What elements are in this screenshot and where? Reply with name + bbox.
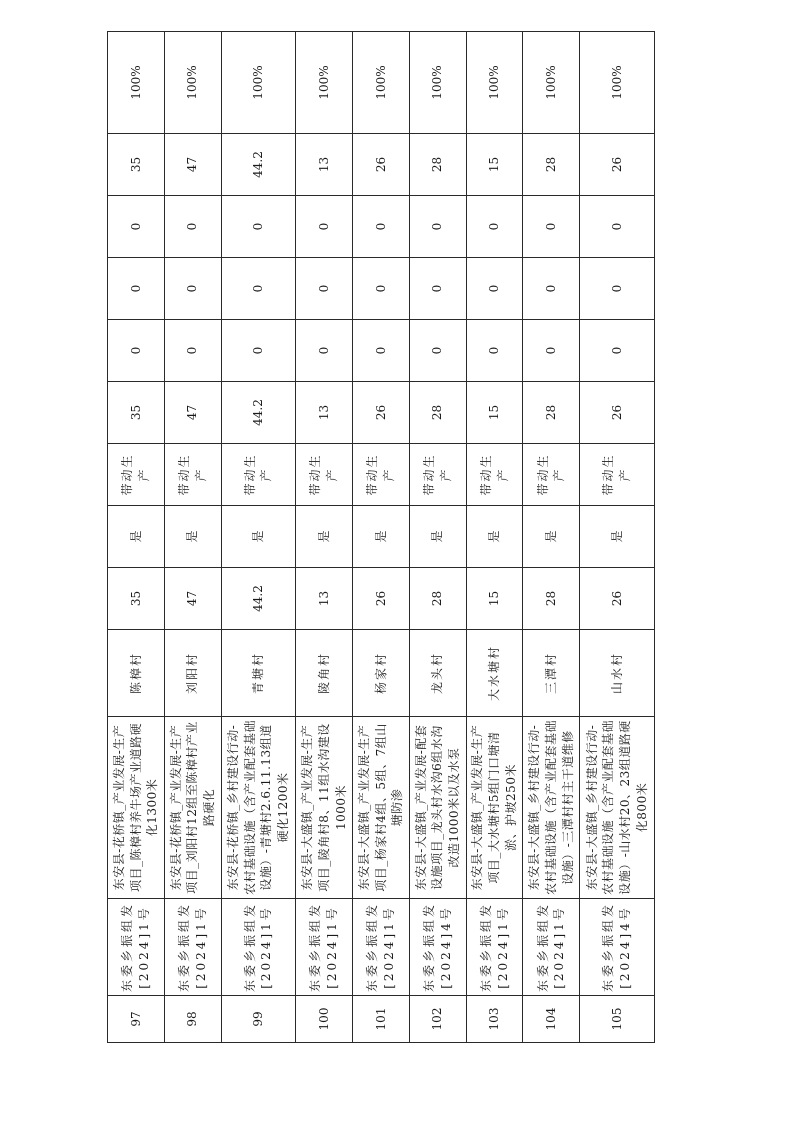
investment-cell: 15 (466, 382, 523, 444)
benefit-type-cell: 带动生产 (353, 444, 410, 506)
investment-cell: 13 (296, 382, 353, 444)
zero-cell-3: 0 (221, 196, 296, 258)
benefit-type-cell: 带动生产 (466, 444, 523, 506)
benefit-type-cell: 带动生产 (108, 444, 165, 506)
completion-rate-cell: 100% (523, 32, 580, 134)
village-cell: 杨家村 (353, 630, 410, 717)
zero-cell-2: 0 (353, 258, 410, 320)
amount-cell: 15 (466, 568, 523, 630)
village-cell: 陈樟村 (108, 630, 165, 717)
completion-rate-cell: 100% (108, 32, 165, 134)
completion-rate-cell: 100% (466, 32, 523, 134)
amount-cell: 47 (164, 568, 221, 630)
row-number-cell: 99 (221, 996, 296, 1043)
flag-cell: 是 (409, 506, 466, 568)
document-number-cell: 东委乡振组发[2024]1号 (108, 899, 165, 996)
project-name-cell: 东安县-大盛镇_产业发展-生产项目_大水塘村5组门口塘清淤、护坡250米 (466, 717, 523, 899)
funds-cell: 26 (353, 134, 410, 196)
zero-cell-1: 0 (108, 320, 165, 382)
amount-cell: 44.2 (221, 568, 296, 630)
completion-rate-cell: 100% (409, 32, 466, 134)
document-number-cell: 东委乡振组发[2024]1号 (523, 899, 580, 996)
village-cell: 龙头村 (409, 630, 466, 717)
zero-cell-2: 0 (409, 258, 466, 320)
table-row (409, 32, 466, 1043)
benefit-type-cell: 带动生产 (409, 444, 466, 506)
table-row (523, 32, 580, 1043)
zero-cell-2: 0 (296, 258, 353, 320)
flag-cell: 是 (108, 506, 165, 568)
benefit-type-cell: 带动生产 (221, 444, 296, 506)
row-number-cell: 101 (353, 996, 410, 1043)
zero-cell-3: 0 (523, 196, 580, 258)
document-number-cell: 东委乡振组发[2024]1号 (466, 899, 523, 996)
zero-cell-1: 0 (580, 320, 655, 382)
flag-cell: 是 (580, 506, 655, 568)
row-number-cell: 105 (580, 996, 655, 1043)
amount-cell: 26 (580, 568, 655, 630)
investment-cell: 44.2 (221, 382, 296, 444)
village-cell: 山水村 (580, 630, 655, 717)
document-number-cell: 东委乡振组发[2024]1号 (353, 899, 410, 996)
document-number-cell: 东委乡振组发[2024]4号 (409, 899, 466, 996)
project-name-cell: 东安县-大盛镇_产业发展-生产项目_杨家村4组、5组、7组山塘防渗 (353, 717, 410, 899)
zero-cell-1: 0 (221, 320, 296, 382)
village-cell: 青塘村 (221, 630, 296, 717)
zero-cell-2: 0 (221, 258, 296, 320)
zero-cell-1: 0 (164, 320, 221, 382)
zero-cell-3: 0 (580, 196, 655, 258)
zero-cell-3: 0 (409, 196, 466, 258)
row-number-cell: 100 (296, 996, 353, 1043)
completion-rate-cell: 100% (296, 32, 353, 134)
investment-cell: 35 (108, 382, 165, 444)
village-cell: 大水塘村 (466, 630, 523, 717)
funds-cell: 44.2 (221, 134, 296, 196)
table-row (466, 32, 523, 1043)
document-number-cell: 东委乡振组发[2024]4号 (580, 899, 655, 996)
table-row (353, 32, 410, 1043)
table-row (221, 32, 296, 1043)
document-number-cell: 东委乡振组发[2024]1号 (164, 899, 221, 996)
project-name-cell: 东安县-花桥镇_乡村建设行动-农村基础设施（含产业配套基础设施）-青塘村2.6.11.13组道硬化1200米 (221, 717, 296, 899)
table-row (108, 32, 165, 1043)
flag-cell: 是 (296, 506, 353, 568)
zero-cell-2: 0 (523, 258, 580, 320)
investment-cell: 26 (353, 382, 410, 444)
amount-cell: 35 (108, 568, 165, 630)
project-name-cell: 东安县-花桥镇_产业发展-生产项目_刘阳村12组至陈樟村产业路硬化 (164, 717, 221, 899)
zero-cell-1: 0 (353, 320, 410, 382)
zero-cell-3: 0 (296, 196, 353, 258)
benefit-type-cell: 带动生产 (164, 444, 221, 506)
zero-cell-1: 0 (466, 320, 523, 382)
funds-cell: 35 (108, 134, 165, 196)
completion-rate-cell: 100% (164, 32, 221, 134)
completion-rate-cell: 100% (221, 32, 296, 134)
benefit-type-cell: 带动生产 (296, 444, 353, 506)
row-number-cell: 103 (466, 996, 523, 1043)
table-row (164, 32, 221, 1043)
funds-cell: 13 (296, 134, 353, 196)
row-number-cell: 102 (409, 996, 466, 1043)
table-row (296, 32, 353, 1043)
village-cell: 陵角村 (296, 630, 353, 717)
completion-rate-cell: 100% (353, 32, 410, 134)
zero-cell-3: 0 (353, 196, 410, 258)
investment-cell: 26 (580, 382, 655, 444)
zero-cell-2: 0 (466, 258, 523, 320)
completion-rate-cell: 100% (580, 32, 655, 134)
funds-cell: 15 (466, 134, 523, 196)
project-name-cell: 东安县-大盛镇_乡村建设行动-农村基础设施（含产业配套基础设施）-山水村20、23组道路硬化800米 (580, 717, 655, 899)
funds-cell: 28 (409, 134, 466, 196)
zero-cell-2: 0 (580, 258, 655, 320)
project-table (107, 31, 655, 1043)
amount-cell: 28 (409, 568, 466, 630)
investment-cell: 28 (523, 382, 580, 444)
benefit-type-cell: 带动生产 (580, 444, 655, 506)
project-name-cell: 东安县-大盛镇_产业发展-生产项目_陵角村8、11组水沟建设1000米 (296, 717, 353, 899)
row-number-cell: 97 (108, 996, 165, 1043)
amount-cell: 26 (353, 568, 410, 630)
amount-cell: 28 (523, 568, 580, 630)
investment-cell: 28 (409, 382, 466, 444)
flag-cell: 是 (523, 506, 580, 568)
project-name-cell: 东安县-花桥镇_产业发展-生产项目_陈樟村养牛场产业道路硬化1300米 (108, 717, 165, 899)
row-number-cell: 104 (523, 996, 580, 1043)
flag-cell: 是 (466, 506, 523, 568)
zero-cell-3: 0 (466, 196, 523, 258)
village-cell: 三潭村 (523, 630, 580, 717)
zero-cell-1: 0 (523, 320, 580, 382)
flag-cell: 是 (221, 506, 296, 568)
document-number-cell: 东委乡振组发[2024]1号 (221, 899, 296, 996)
project-name-cell: 东安县-大盛镇_产业发展-配套设施项目_龙头村水沟6组水沟改造1000米以及水泵 (409, 717, 466, 899)
zero-cell-2: 0 (164, 258, 221, 320)
amount-cell: 13 (296, 568, 353, 630)
investment-cell: 47 (164, 382, 221, 444)
table-row (580, 32, 655, 1043)
village-cell: 刘阳村 (164, 630, 221, 717)
flag-cell: 是 (353, 506, 410, 568)
flag-cell: 是 (164, 506, 221, 568)
zero-cell-1: 0 (296, 320, 353, 382)
project-name-cell: 东安县-大盛镇_乡村建设行动-农村基础设施（含产业配套基础设施）-三潭村村主干道维修 (523, 717, 580, 899)
funds-cell: 28 (523, 134, 580, 196)
zero-cell-3: 0 (108, 196, 165, 258)
zero-cell-2: 0 (108, 258, 165, 320)
zero-cell-3: 0 (164, 196, 221, 258)
funds-cell: 26 (580, 134, 655, 196)
benefit-type-cell: 带动生产 (523, 444, 580, 506)
row-number-cell: 98 (164, 996, 221, 1043)
zero-cell-1: 0 (409, 320, 466, 382)
document-number-cell: 东委乡振组发[2024]1号 (296, 899, 353, 996)
rotated-table-sheet (107, 65, 655, 1043)
funds-cell: 47 (164, 134, 221, 196)
